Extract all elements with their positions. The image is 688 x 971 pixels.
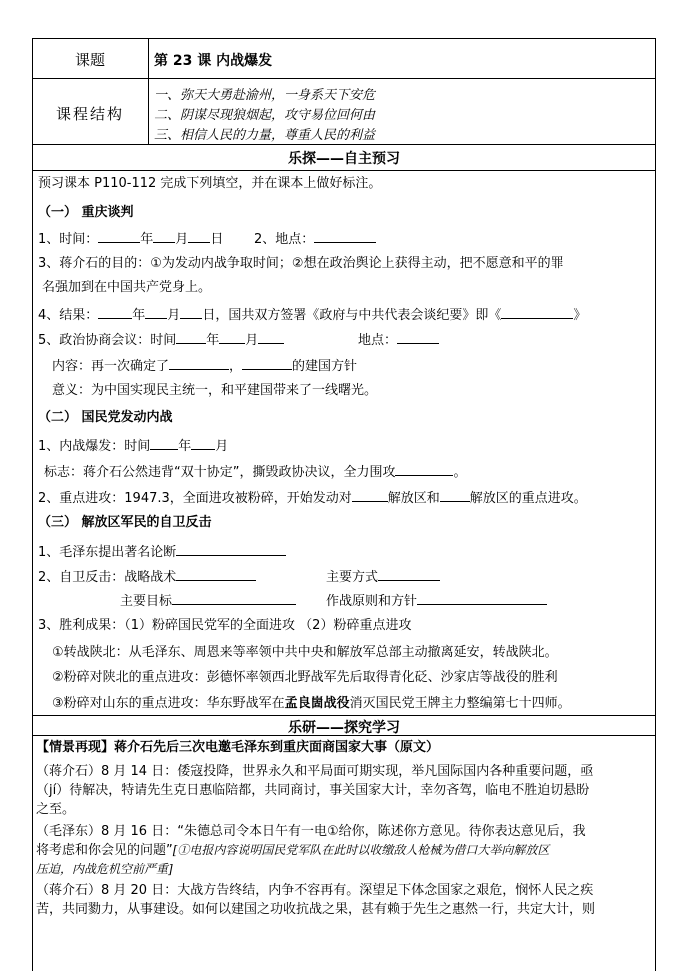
p2-footnote: [①电报内容说明国民党军队在此时以收缴敌人枪械为借口大举向解放区 xyxy=(172,843,550,857)
p2-line-2 xyxy=(36,841,586,860)
section2-heading: 【情景再现】蒋介石先后三次电邀毛泽东到重庆面商国家大事（原文） xyxy=(36,740,440,755)
q4-year: 年 xyxy=(132,308,146,323)
q2-line xyxy=(254,230,376,248)
q1-line xyxy=(38,230,223,248)
p3-item-3-a: ③粉碎对山东的重点进攻：华东野战军在 xyxy=(52,696,285,711)
header-col-divider xyxy=(148,38,149,144)
q4-month: 月 xyxy=(167,308,181,323)
structure-item-3: 三、相信人民的力量，尊重人民的利益 xyxy=(154,128,376,143)
p3-item-2: ②粉碎对陕北的重点进攻：彭德怀率领西北野战军先后取得青化砭、沙家店等战役的胜利 xyxy=(52,670,558,685)
p2-q1-line xyxy=(38,437,228,455)
q2-label: 2、地点： xyxy=(254,232,315,247)
section2-title: 乐研——探究学习 xyxy=(288,720,400,736)
q1-month: 月 xyxy=(175,232,189,247)
p1-line-3: 之至。 xyxy=(36,802,76,817)
p3-item-3 xyxy=(52,696,571,712)
content-sep: ， xyxy=(229,359,243,374)
part2-heading: （二） 国民党发动内战 xyxy=(38,410,173,425)
p2-year-blank[interactable] xyxy=(150,437,178,450)
meaning-line: 意义：为中国实现民主统一，和平建国带来了一线曙光。 xyxy=(52,383,378,398)
p2-year: 年 xyxy=(178,439,192,454)
q4-month-blank[interactable] xyxy=(145,306,167,319)
p3-q3-line: 3、胜利成果：（1）粉碎国民党军的全面进攻 （2）粉碎重点进攻 xyxy=(38,618,412,633)
p2-q2-mid: 解放区和 xyxy=(387,491,440,506)
p3-target-blank[interactable] xyxy=(172,592,296,605)
p2-q2-text: 2、重点进攻：1947.3，全面进攻被粉碎，开始发动对 xyxy=(38,491,352,506)
p3-principle-blank[interactable] xyxy=(417,592,547,605)
q5-year-blank[interactable] xyxy=(176,331,206,344)
p3-q2-line xyxy=(38,568,256,586)
content-label: 内容：再一次确定了 xyxy=(52,359,170,374)
section1-title-divider xyxy=(32,170,656,171)
q2-place-blank[interactable] xyxy=(314,230,376,243)
p2-month: 月 xyxy=(215,439,229,454)
header-row-divider xyxy=(32,78,656,79)
q1-month-blank[interactable] xyxy=(153,230,175,243)
q5-place-line xyxy=(358,331,439,349)
p2-sign-line xyxy=(44,463,467,481)
q5-place-label: 地点： xyxy=(358,333,398,348)
p3-main-method: 主要方式 xyxy=(326,570,379,585)
q1-label: 1、时间： xyxy=(38,232,99,247)
p2-sign-end: 。 xyxy=(453,465,467,480)
q4-text: 日，国共双方签署《政府与中共代表会谈纪要》即《 xyxy=(202,308,502,323)
content-end: 的建国方针 xyxy=(292,359,358,374)
p3-main-method-blank[interactable] xyxy=(378,568,440,581)
p3-main-method-line xyxy=(326,568,440,586)
p2-q2-blank-1[interactable] xyxy=(352,489,388,502)
q3-line2: 名强加到在中国共产党身上。 xyxy=(42,280,212,295)
structure-label: 课程结构 xyxy=(55,105,124,123)
q5-line xyxy=(38,331,284,349)
p3-q1-text: 1、毛泽东提出著名论断 xyxy=(38,545,177,560)
section2-top-border xyxy=(32,715,656,716)
p2-month-blank[interactable] xyxy=(191,437,215,450)
border-left xyxy=(32,38,33,971)
q5-month-blank[interactable] xyxy=(219,331,245,344)
topic-label: 课题 xyxy=(74,51,105,69)
section1-intro: 预习课本 P110-112 完成下列填空，并在课本上做好标注。 xyxy=(38,176,382,191)
q4-line xyxy=(38,306,586,324)
p1-line-1: （蒋介石）8 月 14 日：倭寇投降，世界永久和平局面可期实现，举凡国际国内各种重要问题，亟 xyxy=(36,764,594,779)
content-blank-2[interactable] xyxy=(242,357,292,370)
p2-q2-blank-2[interactable] xyxy=(440,489,470,502)
p3-line-2: 苦，共同勠力，从事建设。如何以建国之功收抗战之果，甚有赖于先生之惠然一行，共定大计，则 xyxy=(36,902,596,917)
section2-paragraph-2 xyxy=(36,822,586,879)
topic-value: 第 23 课 内战爆发 xyxy=(154,53,273,69)
q1-day-blank[interactable] xyxy=(188,230,210,243)
section2-paragraph-3 xyxy=(36,881,595,919)
p3-item-3-battle: 孟良崮战役 xyxy=(284,696,350,711)
q5-place-blank[interactable] xyxy=(397,331,439,344)
p3-item-1: ①转战陕北：从毛泽东、周恩来等率领中共中央和解放军总部主动撤离延安，转战陕北。 xyxy=(52,645,558,660)
p2-q2-line xyxy=(38,489,587,507)
p3-line-1: （蒋介石）8 月 20 日：大战方告终结，内争不容再有。深望足下体念国家之艰危，悯怀人民之疾 xyxy=(36,883,594,898)
q5-month: 月 xyxy=(245,333,259,348)
p3-item-3-c: 消灭国民党王牌主力整编第七十四师。 xyxy=(349,696,571,711)
content-line xyxy=(52,357,357,375)
q4-label: 4、结果： xyxy=(38,308,99,323)
p2-line-3: 压迫，内战危机空前严重] xyxy=(36,862,173,876)
p2-sign-blank[interactable] xyxy=(395,463,453,476)
p3-target-line xyxy=(120,592,296,610)
p3-tactics-blank[interactable] xyxy=(176,568,256,581)
q4-end: 》 xyxy=(573,308,587,323)
q1-day: 日 xyxy=(210,232,224,247)
p2-q2-end: 解放区的重点进攻。 xyxy=(469,491,587,506)
part1-heading: （一） 重庆谈判 xyxy=(38,205,134,220)
section1-title: 乐探——自主预习 xyxy=(288,151,400,167)
structure-item-2: 二、阴谋尽现狼烟起，攻守易位回何由 xyxy=(154,108,376,123)
p2-q1-label: 1、内战爆发：时间 xyxy=(38,439,151,454)
p3-principle-line xyxy=(326,592,547,610)
q4-day-blank[interactable] xyxy=(180,306,202,319)
section2-paragraph-1 xyxy=(36,762,593,819)
border-right xyxy=(655,38,656,971)
p3-main-target: 主要目标 xyxy=(120,594,173,609)
p2-line-2-a: 将考虑和你会见的问题” xyxy=(36,843,173,858)
p3-q2-text: 2、自卫反击：战略战术 xyxy=(38,570,177,585)
part3-heading: （三） 解放区军民的自卫反击 xyxy=(38,515,212,530)
content-blank-1[interactable] xyxy=(169,357,229,370)
q5-label: 5、政治协商会议：时间 xyxy=(38,333,177,348)
p3-principle: 作战原则和方针 xyxy=(326,594,418,609)
q5-year: 年 xyxy=(206,333,220,348)
p3-q1-blank[interactable] xyxy=(176,543,286,556)
p1-line-2: （jí）待解决，特请先生克日惠临陪都，共同商讨，事关国家大计，幸勿吝驾，临电不胜迫切悬盼 xyxy=(36,783,590,798)
p2-line-1: （毛泽东）8 月 16 日：“朱德总司令本日午有一电①给你，陈述你方意见。待你表达意见后，我 xyxy=(36,824,586,839)
q1-year: 年 xyxy=(140,232,154,247)
q3-line1: 3、蒋介石的目的：①为发动内战争取时间；②想在政治舆论上获得主动，把不愿意和平的罪 xyxy=(38,256,564,271)
border-top xyxy=(32,38,656,39)
q4-title-blank[interactable] xyxy=(501,306,573,319)
p2-sign-text: 标志：蒋介石公然违背“双十协定”，撕毁政协决议，全力围攻 xyxy=(44,465,396,480)
q1-year-blank[interactable] xyxy=(98,230,140,243)
structure-item-1: 一、弥天大勇赴渝州，一身系天下安危 xyxy=(154,88,376,103)
q5-day-blank[interactable] xyxy=(258,331,284,344)
p3-q1-line xyxy=(38,543,286,561)
section1-top-border xyxy=(32,144,656,145)
q4-year-blank[interactable] xyxy=(98,306,132,319)
